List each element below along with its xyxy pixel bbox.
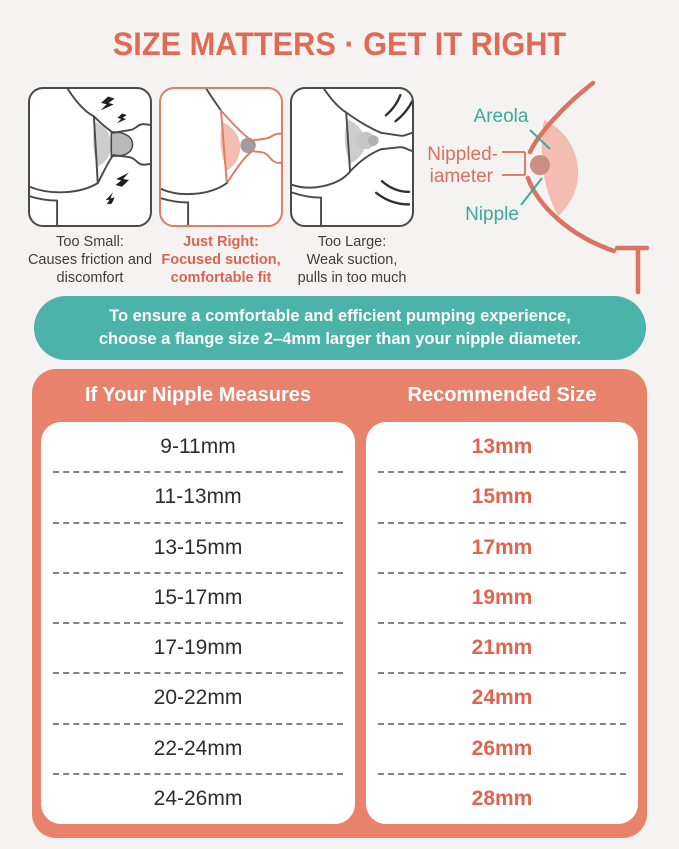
fit-panel-just-right xyxy=(159,87,283,227)
motion-lines-icon xyxy=(386,95,412,121)
caption-line: Weak suction, xyxy=(306,252,398,268)
caption-line: Focused suction, xyxy=(161,252,281,268)
table-row: 11-13mm xyxy=(41,472,355,522)
flange-too-small-illustration xyxy=(30,89,150,225)
table-row: 19mm xyxy=(366,573,638,623)
table-row: 13-15mm xyxy=(41,523,355,573)
flange-just-right-illustration xyxy=(161,89,281,225)
fit-panel-too-small xyxy=(28,87,152,227)
table-row: 9-11mm xyxy=(160,435,236,459)
nipple-shape xyxy=(111,132,132,156)
advice-line: choose a flange size 2–4mm larger than your nipple diameter. xyxy=(98,330,582,348)
caption-too-small xyxy=(17,233,163,287)
caption-line: pulls in too much xyxy=(297,270,407,286)
caption-just-right xyxy=(148,233,294,287)
advice-banner xyxy=(34,296,646,360)
table-row: 13mm xyxy=(471,435,533,459)
table-row: 21mm xyxy=(366,623,638,673)
nipple-diameter-label: Nippled- xyxy=(427,144,498,165)
caption-line: comfortable fit xyxy=(170,270,272,286)
nipple-shape xyxy=(530,155,550,175)
flange-too-large-illustration xyxy=(292,89,412,225)
breast-anatomy-diagram xyxy=(418,78,679,296)
table-row: 17mm xyxy=(366,523,638,573)
advice-line: To ensure a comfortable and efficient pumping experience, xyxy=(109,307,571,325)
caption-line: Causes friction and xyxy=(27,252,153,268)
nipple-diameter-label: iameter xyxy=(429,166,493,187)
table-row: 24-26mm xyxy=(41,774,355,824)
motion-lines-icon xyxy=(376,181,409,204)
table-header-size: Recommended Size xyxy=(407,384,597,406)
size-table xyxy=(32,369,647,838)
nipple-label: Nipple xyxy=(465,204,519,225)
table-row: 28mm xyxy=(366,774,638,824)
nipple-diameter-bracket xyxy=(502,152,525,175)
table-row: 24mm xyxy=(366,673,638,723)
caption-title: Just Right: xyxy=(183,234,259,250)
areola-label: Areola xyxy=(473,106,529,127)
measure-column xyxy=(41,422,355,824)
table-row: 26mm xyxy=(366,724,638,774)
caption-too-large xyxy=(279,233,425,287)
caption-line: discomfort xyxy=(56,270,124,286)
table-header-measure: If Your Nipple Measures xyxy=(85,384,311,406)
lightning-icon xyxy=(99,95,128,125)
nipple-shape xyxy=(368,135,379,146)
size-column xyxy=(366,422,638,824)
page-title: SIZE MATTERS · GET IT RIGHT xyxy=(112,26,567,62)
table-row: 22-24mm xyxy=(41,724,355,774)
fit-panel-too-large xyxy=(290,87,414,227)
lightning-icon xyxy=(105,170,131,204)
caption-title: Too Small: xyxy=(56,234,124,250)
caption-title: Too Large: xyxy=(317,234,387,250)
table-row: 17-19mm xyxy=(41,623,355,673)
table-row: 15mm xyxy=(366,472,638,522)
table-row: 15-17mm xyxy=(41,573,355,623)
table-row: 20-22mm xyxy=(41,673,355,723)
